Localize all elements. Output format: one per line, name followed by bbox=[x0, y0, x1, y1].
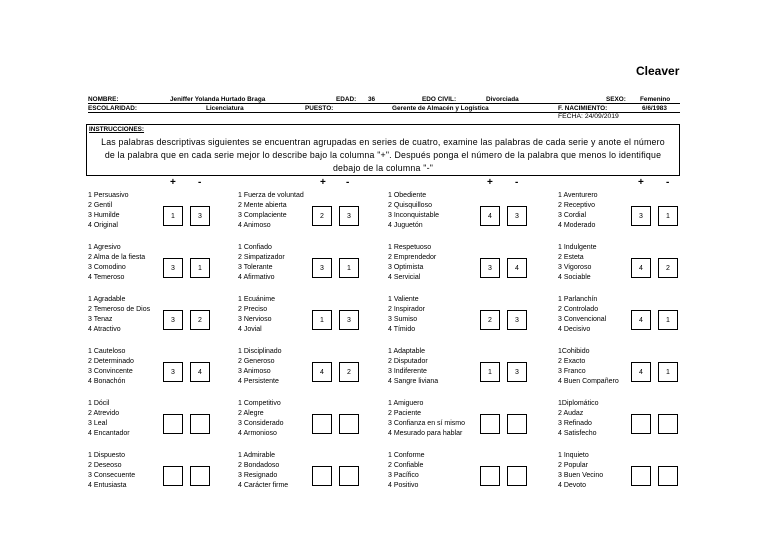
word-option: 4 Devoto bbox=[558, 482, 587, 489]
word-option: 3 Tenaz bbox=[88, 316, 113, 323]
sexo-label: SEXO: bbox=[606, 96, 626, 103]
word-option: 1 Competitivo bbox=[238, 400, 281, 407]
word-option: 3 Animoso bbox=[238, 368, 271, 375]
word-option: 3 Resignado bbox=[238, 472, 278, 479]
edo-civil-label: EDO CIVIL: bbox=[422, 96, 457, 103]
minus-answer-box[interactable] bbox=[190, 414, 210, 434]
escolaridad-label: ESCOLARIDAD: bbox=[88, 105, 137, 112]
word-option: 4 Satisfecho bbox=[558, 430, 597, 437]
word-option: 3 Comodino bbox=[88, 264, 126, 271]
minus-answer-box[interactable]: 1 bbox=[658, 310, 678, 330]
word-option: 3 Tolerante bbox=[238, 264, 273, 271]
word-option: 1 Dócil bbox=[88, 400, 110, 407]
minus-answer-box[interactable]: 1 bbox=[190, 258, 210, 278]
word-option: 4 Servicial bbox=[388, 274, 421, 281]
plus-answer-box[interactable] bbox=[480, 466, 500, 486]
minus-answer-box[interactable] bbox=[339, 466, 359, 486]
word-option: 4 Mesurado para hablar bbox=[388, 430, 463, 437]
word-option: 2 Confiable bbox=[388, 462, 424, 469]
word-option: 4 Carácter firme bbox=[238, 482, 289, 489]
minus-answer-box[interactable]: 2 bbox=[339, 362, 359, 382]
word-option: 3 Sumiso bbox=[388, 316, 418, 323]
word-option: 2 Popular bbox=[558, 462, 588, 469]
word-option: 2 Disputador bbox=[388, 358, 428, 365]
word-option: 2 Mente abierta bbox=[238, 202, 287, 209]
word-option: 2 Audaz bbox=[558, 410, 584, 417]
f-nacimiento-value: 6/6/1983 bbox=[642, 105, 667, 112]
word-option: 1 Obediente bbox=[388, 192, 427, 199]
word-option: 4 Entusiasta bbox=[88, 482, 127, 489]
instructions-text: Las palabras descriptivas siguientes se encuentran agrupadas en series de cuatro, examine las palabras de cada serie y anote el número de la palabra que en cada serie mejor lo describe bajo la columna "+". Después ponga el número de la palabra que menos lo identifique debajo de la columna "-" bbox=[101, 137, 665, 173]
word-option: 2 Temeroso de Dios bbox=[88, 306, 151, 313]
word-option: 2 Determinado bbox=[88, 358, 134, 365]
minus-answer-box[interactable] bbox=[507, 414, 527, 434]
fecha-text: FECHA: 24/09/2019 bbox=[558, 113, 619, 120]
plus-answer-box[interactable]: 2 bbox=[480, 310, 500, 330]
minus-answer-box[interactable]: 1 bbox=[658, 206, 678, 226]
word-option: 3 Consecuente bbox=[88, 472, 136, 479]
plus-answer-box[interactable]: 3 bbox=[631, 206, 651, 226]
word-option: 3 Refinado bbox=[558, 420, 592, 427]
plus-answer-box[interactable] bbox=[163, 466, 183, 486]
word-option: 4 Sangre liviana bbox=[388, 378, 439, 385]
word-option: 2 Receptivo bbox=[558, 202, 595, 209]
header-rule-1 bbox=[88, 103, 680, 104]
minus-sign-col-2: - bbox=[346, 177, 350, 188]
nombre-label: NOMBRE: bbox=[88, 96, 119, 103]
minus-answer-box[interactable]: 4 bbox=[507, 258, 527, 278]
word-option: 3 Vigoroso bbox=[558, 264, 592, 271]
edad-label: EDAD: bbox=[336, 96, 357, 103]
minus-answer-box[interactable]: 1 bbox=[339, 258, 359, 278]
edo-civil-value: Divorciada bbox=[486, 96, 519, 103]
word-option: 1 Dispuesto bbox=[88, 452, 125, 459]
word-option: 1 Amiguero bbox=[388, 400, 424, 407]
plus-answer-box[interactable]: 3 bbox=[163, 362, 183, 382]
word-option: 1 Valiente bbox=[388, 296, 419, 303]
word-option: 1 Agresivo bbox=[88, 244, 121, 251]
plus-answer-box[interactable] bbox=[163, 414, 183, 434]
word-option: 1 Cauteloso bbox=[88, 348, 126, 355]
word-option: 1 Confiado bbox=[238, 244, 272, 251]
word-option: 4 Jovial bbox=[238, 326, 262, 333]
word-option: 2 Alegre bbox=[238, 410, 264, 417]
plus-answer-box[interactable] bbox=[480, 414, 500, 434]
word-option: 2 Controlado bbox=[558, 306, 599, 313]
word-option: 1 Ecuánime bbox=[238, 296, 275, 303]
word-option: 4 Decisivo bbox=[558, 326, 591, 333]
minus-sign-col-3: - bbox=[515, 177, 519, 188]
plus-answer-box[interactable]: 1 bbox=[480, 362, 500, 382]
plus-answer-box[interactable] bbox=[312, 414, 332, 434]
word-option: 3 Nervioso bbox=[238, 316, 272, 323]
word-option: 2 Esteta bbox=[558, 254, 584, 261]
minus-answer-box[interactable]: 3 bbox=[339, 206, 359, 226]
word-option: 1 Respetuoso bbox=[388, 244, 432, 251]
plus-answer-box[interactable]: 4 bbox=[631, 362, 651, 382]
word-option: 3 Buen Vecino bbox=[558, 472, 604, 479]
word-option: 4 Sociable bbox=[558, 274, 591, 281]
word-option: 1 Agradable bbox=[88, 296, 126, 303]
word-option: 3 Humilde bbox=[88, 212, 120, 219]
word-option: 2 Exacto bbox=[558, 358, 586, 365]
word-option: 3 Confianza en sí mismo bbox=[388, 420, 466, 427]
word-option: 1 Adaptable bbox=[388, 348, 425, 355]
plus-sign-col-3: + bbox=[487, 177, 493, 188]
minus-answer-box[interactable]: 3 bbox=[190, 206, 210, 226]
word-option: 1 Disciplinado bbox=[238, 348, 282, 355]
plus-answer-box[interactable]: 4 bbox=[631, 258, 651, 278]
word-option: 4 Temeroso bbox=[88, 274, 125, 281]
word-option: 1 Persuasivo bbox=[88, 192, 129, 199]
word-option: 2 Preciso bbox=[238, 306, 268, 313]
minus-sign-col-4: - bbox=[666, 177, 670, 188]
word-option: 2 Emprendedor bbox=[388, 254, 437, 261]
word-option: 4 Moderado bbox=[558, 222, 596, 229]
plus-sign-col-1: + bbox=[170, 177, 176, 188]
minus-answer-box[interactable]: 2 bbox=[658, 258, 678, 278]
word-option: 1 Fuerza de voluntad bbox=[238, 192, 304, 199]
word-option: 3 Indiferente bbox=[388, 368, 427, 375]
minus-answer-box[interactable] bbox=[507, 466, 527, 486]
plus-answer-box[interactable] bbox=[631, 466, 651, 486]
minus-answer-box[interactable]: 3 bbox=[507, 362, 527, 382]
word-option: 2 Inspirador bbox=[388, 306, 425, 313]
word-option: 4 Animoso bbox=[238, 222, 271, 229]
word-option: 2 Gentil bbox=[88, 202, 113, 209]
word-option: 3 Optimista bbox=[388, 264, 424, 271]
word-option: 3 Complaciente bbox=[238, 212, 287, 219]
word-option: 2 Deseoso bbox=[88, 462, 122, 469]
puesto-label: PUESTO: bbox=[305, 105, 334, 112]
word-option: 3 Pacífico bbox=[388, 472, 419, 479]
plus-answer-box[interactable]: 3 bbox=[480, 258, 500, 278]
word-option: 3 Inconquistable bbox=[388, 212, 439, 219]
minus-answer-box[interactable]: 4 bbox=[190, 362, 210, 382]
plus-answer-box[interactable]: 4 bbox=[631, 310, 651, 330]
word-option: 4 Bonachón bbox=[88, 378, 126, 385]
minus-answer-box[interactable] bbox=[190, 466, 210, 486]
word-option: 4 Original bbox=[88, 222, 118, 229]
plus-answer-box[interactable]: 2 bbox=[312, 206, 332, 226]
word-option: 2 Bondadoso bbox=[238, 462, 280, 469]
minus-answer-box[interactable] bbox=[658, 466, 678, 486]
plus-answer-box[interactable]: 1 bbox=[163, 206, 183, 226]
sexo-value: Femenino bbox=[640, 96, 671, 103]
word-option: 3 Considerado bbox=[238, 420, 284, 427]
minus-answer-box[interactable]: 2 bbox=[190, 310, 210, 330]
word-option: 4 Buen Compañero bbox=[558, 378, 619, 385]
plus-answer-box[interactable]: 4 bbox=[480, 206, 500, 226]
word-option: 4 Atractivo bbox=[88, 326, 121, 333]
word-option: 1 Parlanchín bbox=[558, 296, 598, 303]
word-option: 3 Cordial bbox=[558, 212, 587, 219]
plus-answer-box[interactable]: 4 bbox=[312, 362, 332, 382]
word-option: 3 Convincente bbox=[88, 368, 133, 375]
plus-answer-box[interactable]: 3 bbox=[312, 258, 332, 278]
minus-answer-box[interactable]: 3 bbox=[339, 310, 359, 330]
plus-answer-box[interactable]: 3 bbox=[163, 258, 183, 278]
minus-answer-box[interactable]: 1 bbox=[658, 362, 678, 382]
word-option: 1Cohibido bbox=[558, 348, 590, 355]
word-option: 4 Afirmativo bbox=[238, 274, 275, 281]
word-option: 2 Paciente bbox=[388, 410, 422, 417]
word-option: 3 Leal bbox=[88, 420, 108, 427]
nombre-value: Jeniffer Yolanda Hurtado Braga bbox=[170, 96, 266, 103]
word-option: 1 Admirable bbox=[238, 452, 275, 459]
word-option: 2 Atrevido bbox=[88, 410, 120, 417]
word-option: 1 Indulgente bbox=[558, 244, 597, 251]
plus-answer-box[interactable] bbox=[312, 466, 332, 486]
word-option: 4 Armonioso bbox=[238, 430, 277, 437]
word-option: 1 Inquieto bbox=[558, 452, 589, 459]
f-nacimiento-label: F. NACIMIENTO: bbox=[558, 105, 608, 112]
word-option: 2 Generoso bbox=[238, 358, 275, 365]
word-option: 2 Alma de la fiesta bbox=[88, 254, 146, 261]
instructions-label: INSTRUCCIONES: bbox=[89, 126, 145, 133]
minus-answer-box[interactable] bbox=[658, 414, 678, 434]
escolaridad-value: Licenciatura bbox=[206, 105, 244, 112]
minus-answer-box[interactable]: 3 bbox=[507, 206, 527, 226]
minus-answer-box[interactable]: 3 bbox=[507, 310, 527, 330]
plus-sign-col-4: + bbox=[638, 177, 644, 188]
word-option: 3 Franco bbox=[558, 368, 586, 375]
plus-sign-col-2: + bbox=[320, 177, 326, 188]
puesto-value: Gerente de Almacén y Logística bbox=[392, 105, 489, 112]
word-option: 3 Convencional bbox=[558, 316, 607, 323]
instructions-box bbox=[86, 124, 680, 176]
plus-answer-box[interactable]: 3 bbox=[163, 310, 183, 330]
page-title: Cleaver bbox=[636, 64, 680, 78]
word-option: 4 Persistente bbox=[238, 378, 279, 385]
plus-answer-box[interactable] bbox=[631, 414, 651, 434]
word-option: 2 Quisquilloso bbox=[388, 202, 432, 209]
minus-sign-col-1: - bbox=[198, 177, 202, 188]
word-option: 1 Conforme bbox=[388, 452, 425, 459]
word-option: 4 Positivo bbox=[388, 482, 419, 489]
word-option: 1Diplomático bbox=[558, 400, 599, 407]
word-option: 2 Simpatizador bbox=[238, 254, 285, 261]
word-option: 4 Encantador bbox=[88, 430, 130, 437]
minus-answer-box[interactable] bbox=[339, 414, 359, 434]
word-option: 4 Juguetón bbox=[388, 222, 423, 229]
word-option: 1 Aventurero bbox=[558, 192, 598, 199]
word-option: 4 Tímido bbox=[388, 326, 416, 333]
edad-value: 36 bbox=[368, 96, 376, 103]
plus-answer-box[interactable]: 1 bbox=[312, 310, 332, 330]
